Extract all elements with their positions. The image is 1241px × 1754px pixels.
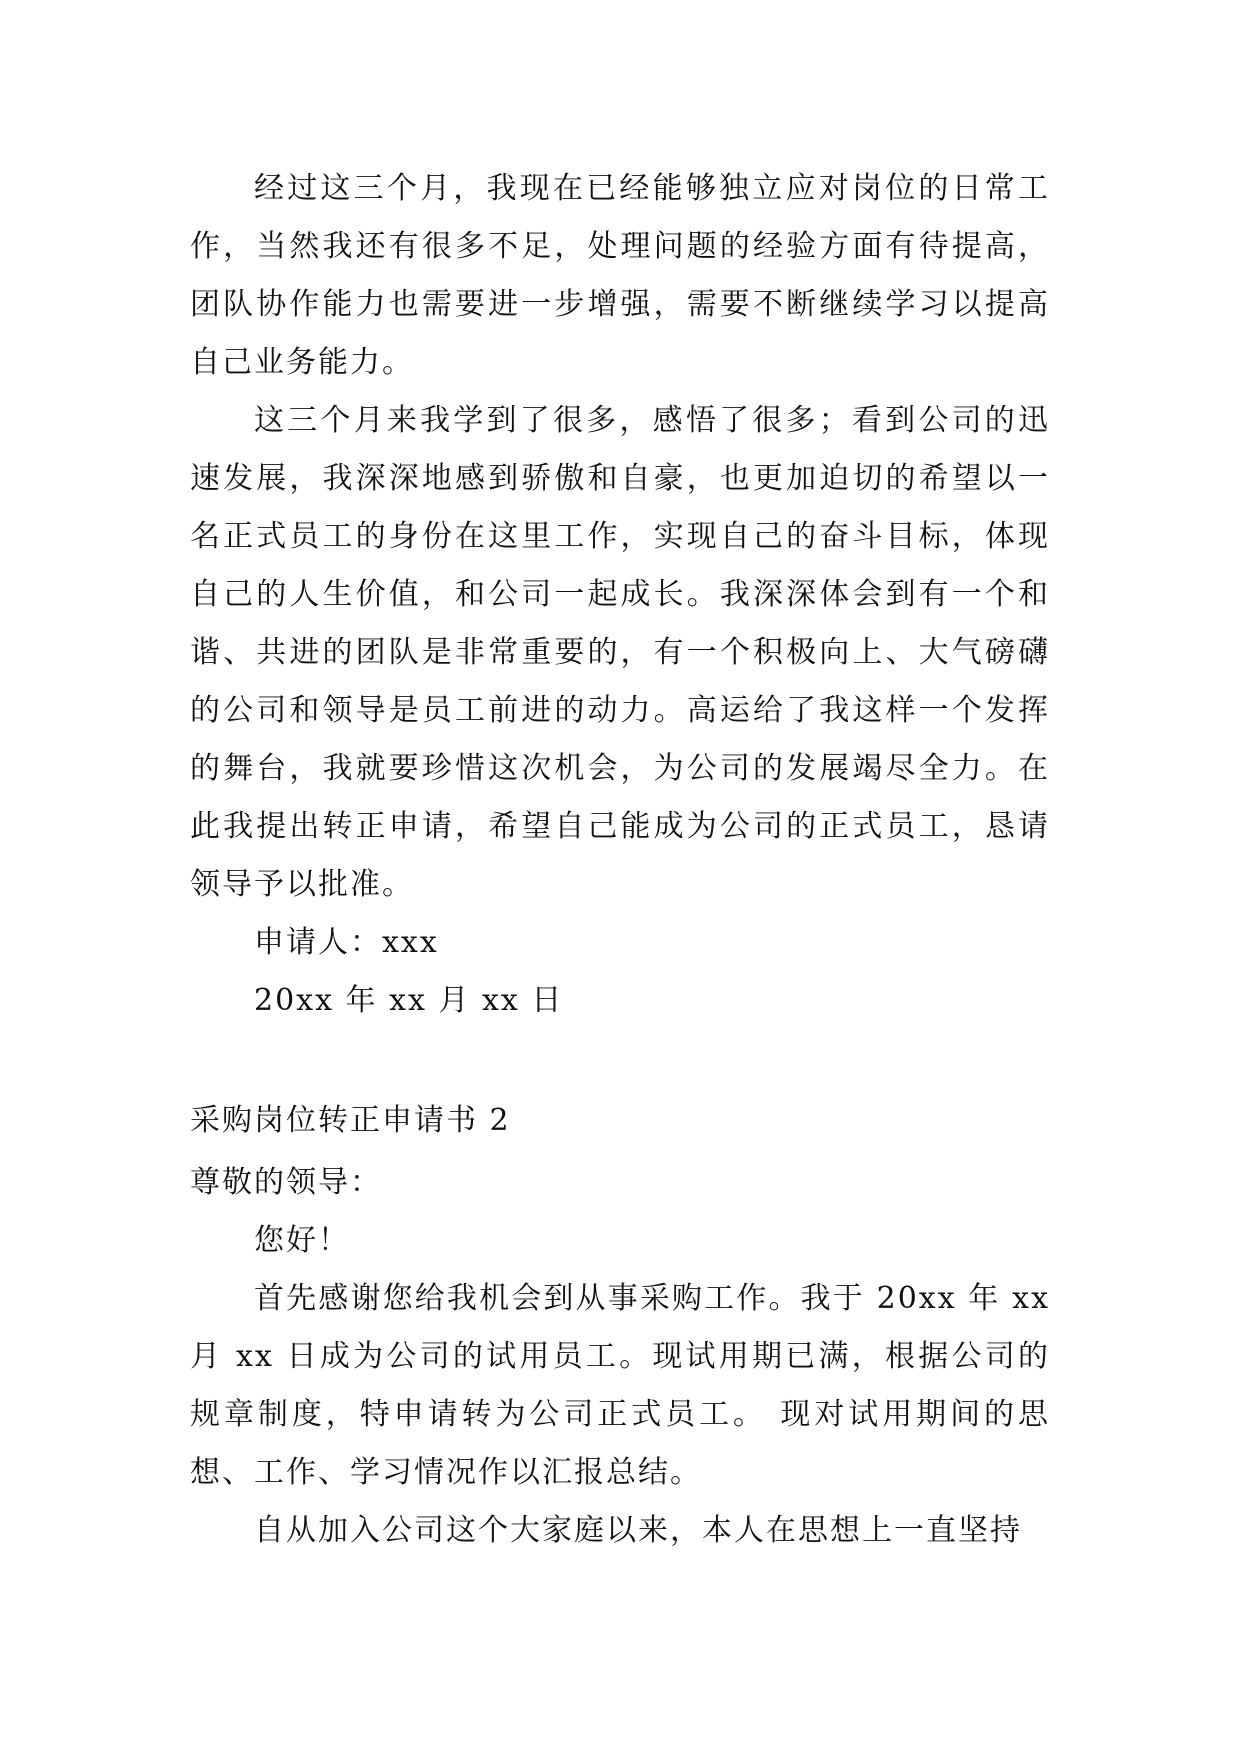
paragraph: 经过这三个月，我现在已经能够独立应对岗位的日常工作，当然我还有很多不足，处理问题的经验方面有待提高，团队协作能力也需要进一步增强，需要不断继续学习以提高自己业务能力。 [190, 171, 1050, 380]
paragraph: 首先感谢您给我机会到从事采购工作。我于 20xx 年 xx 月 xx 日成为公司的试用员工。现试用期已满，根据公司的规章制度，特申请转为公司正式员工。 现对试用期间的思想、工作、学习情况作以汇报总结。 [190, 1281, 1050, 1490]
section-title: 采购岗位转正申请书 2 [190, 1103, 511, 1138]
section-two [190, 1092, 1050, 1560]
salutation: 尊敬的领导： [190, 1165, 382, 1200]
section-one [190, 160, 1050, 1030]
greeting: 您好！ [254, 1223, 350, 1258]
paragraph: 自从加入公司这个大家庭以来，本人在思想上一直坚持 [254, 1513, 1022, 1548]
applicant-line: 申请人：xxx [254, 925, 439, 960]
document-page [190, 160, 1050, 1560]
paragraph: 这三个月来我学到了很多，感悟了很多；看到公司的迅速发展，我深深地感到骄傲和自豪，也更加迫切的希望以一名正式员工的身份在这里工作，实现自己的奋斗目标，体现自己的人生价值，和公司一起成长。我深深体会到有一个和谐、共进的团队是非常重要的，有一个积极向上、大气磅礴的公司和领导是员工前进的动力。高运给了我这样一个发挥的舞台，我就要珍惜这次机会，为公司的发展竭尽全力。在此我提出转正申请，希望自己能成为公司的正式员工，恳请领导予以批准。 [190, 403, 1050, 902]
date-line: 20xx 年 xx 月 xx 日 [254, 983, 564, 1018]
